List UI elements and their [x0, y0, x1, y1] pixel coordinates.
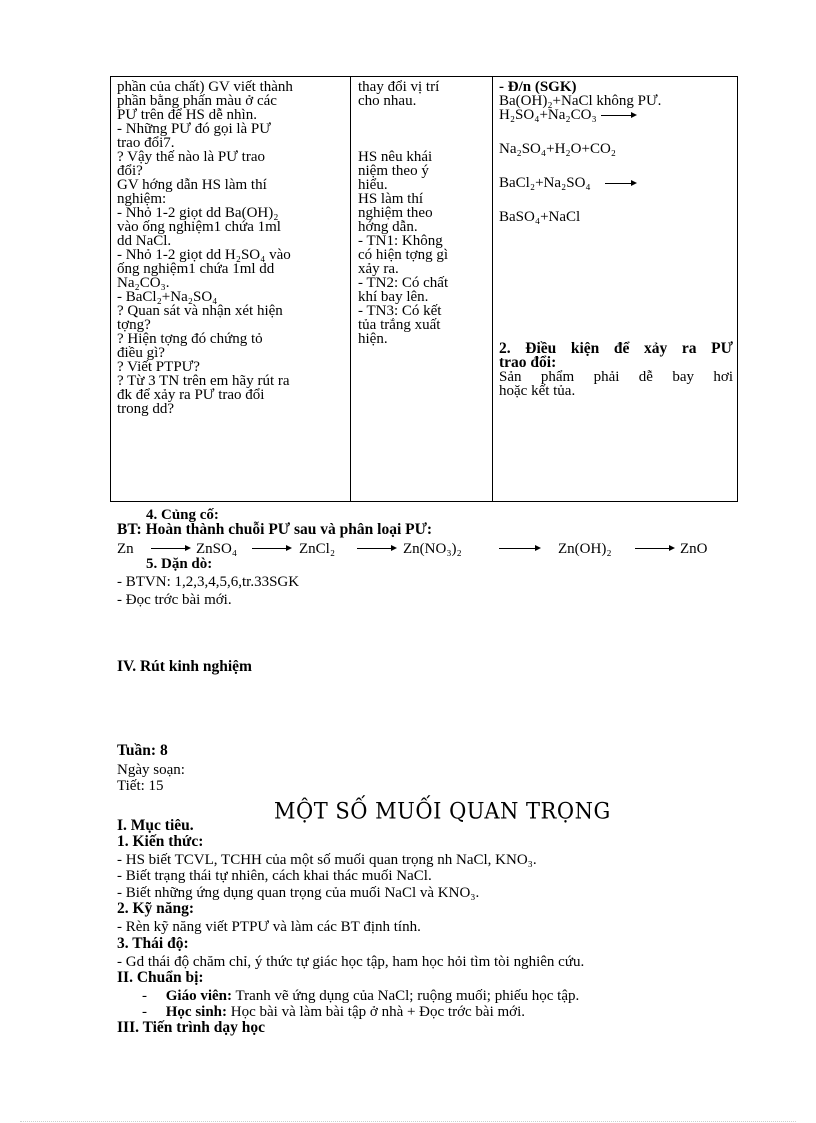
student-activity-line: cho nhau.	[358, 93, 417, 109]
chain-item-zn-no3-2: Zn(NO₃)₂	[403, 541, 462, 557]
teacher-prep-item	[142, 989, 579, 1003]
skills-item: - Rèn kỹ năng viết PTPƯ và làm các BT định tính.	[117, 919, 421, 935]
teacher-activity-line: ? Từ 3 TN trên em hãy rút ra	[117, 373, 290, 389]
teacher-prep-text: Tranh vẽ ứng dụng của NaCl; ruộng muối; phiếu học tập.	[232, 988, 580, 1004]
reaction-line-4: BaCl₂+Na₂SO₄	[499, 176, 733, 190]
condition-heading-cont: trao đổi:	[499, 354, 557, 371]
student-activity-line: có hiện tợng gì	[358, 247, 448, 263]
student-activity-line: - TN3: Có kết	[358, 303, 442, 319]
teacher-activity-line: đổi?	[117, 163, 143, 179]
teacher-activity-line: đk để xảy ra PƯ trao đổi	[117, 387, 265, 403]
reaction-line-3: Na₂SO₄+H₂O+CO₂	[499, 141, 617, 157]
student-activity-line: - TN1: Không	[358, 233, 443, 249]
student-activity-line: hiện.	[358, 331, 388, 347]
arrow-icon	[601, 115, 635, 116]
chain-item-zn: Zn	[117, 541, 134, 557]
knowledge-item: - HS biết TCVL, TCHH của một số muối quan trọng nh NaCl, KNO₃.	[117, 852, 537, 868]
student-activity-column	[351, 77, 493, 501]
chain-item-zno: ZnO	[680, 541, 708, 557]
student-activity-line: - TN2: Có chất	[358, 275, 449, 291]
teacher-activity-line: GV hớng dẫn HS làm thí	[117, 177, 267, 193]
arrow-icon	[357, 548, 395, 549]
teacher-activity-line: - BaCl₂+Na₂SO₄	[117, 289, 218, 305]
teacher-activity-line: - Nhỏ 1-2 giọt dd H₂SO₄ vào	[117, 247, 291, 263]
condition-text-cont: hoặc kết tủa.	[499, 383, 576, 399]
week-label: Tuần: 8	[117, 742, 168, 759]
teacher-activity-line: nghiệm:	[117, 191, 167, 207]
chain-item-zn-oh-2: Zn(OH)₂	[558, 541, 612, 557]
teacher-activity-line: dd NaCl.	[117, 233, 172, 249]
teacher-activity-column	[111, 77, 351, 501]
lesson-table	[110, 76, 738, 502]
student-activity-line: xảy ra.	[358, 261, 399, 277]
objectives-heading: I. Mục tiêu.	[117, 817, 194, 834]
bullet-dash: -	[142, 988, 166, 1004]
arrow-icon	[252, 548, 290, 549]
teacher-activity-line: PƯ trên để HS dễ nhìn.	[117, 107, 257, 123]
dan-do-heading: 5. Dặn dò:	[146, 556, 213, 572]
attitude-heading: 3. Thái độ:	[117, 935, 189, 952]
teacher-activity-line: ? Quan sát và nhận xét hiện	[117, 303, 283, 319]
teacher-activity-line: - Nhỏ 1-2 giọt dd Ba(OH)₂	[117, 205, 279, 221]
prepared-date-label: Ngày soạn:	[117, 762, 185, 778]
teacher-activity-line: trao đổi7.	[117, 135, 175, 151]
reaction-line-2: H₂SO₄+Na₂CO₃	[499, 108, 733, 122]
condition-heading: 2. Điều kiện để xảy ra PƯ	[499, 340, 733, 357]
teacher-activity-line: vào ống nghiệm1 chứa 1ml	[117, 219, 281, 235]
teacher-label: Giáo viên:	[165, 988, 232, 1004]
cung-co-heading: 4. Củng cố:	[146, 507, 219, 523]
arrow-icon	[499, 548, 539, 549]
student-activity-line: nghiệm theo	[358, 205, 433, 221]
knowledge-heading: 1. Kiến thức:	[117, 833, 204, 850]
reaction-line-1: Ba(OH)₂+NaCl không PƯ.	[499, 93, 662, 109]
knowledge-item: - Biết những ứng dụng quan trọng của muối NaCl và KNO₃.	[117, 885, 480, 901]
lesson-title: MỘT SỐ MUỐI QUAN TRỌNG	[274, 798, 611, 824]
teacher-activity-line: tợng?	[117, 317, 151, 333]
student-label: Học sinh:	[165, 1004, 228, 1020]
skills-heading: 2. Kỹ năng:	[117, 900, 195, 917]
homework-item: - BTVN: 1,2,3,4,5,6,tr.33SGK	[117, 574, 300, 590]
arrow-icon	[605, 183, 635, 184]
student-activity-line: HS nêu khái	[358, 149, 433, 165]
chain-item-znso4: ZnSO₄	[196, 541, 238, 557]
teacher-activity-line: điều gì?	[117, 345, 165, 361]
student-prep-item	[142, 1005, 525, 1019]
definition-heading: - Đ/n (SGK)	[499, 79, 577, 95]
process-heading: III. Tiến trình dạy học	[117, 1019, 266, 1036]
period-label: Tiết: 15	[117, 778, 164, 794]
student-activity-line: niệm theo ý	[358, 163, 429, 179]
student-activity-line: HS làm thí	[358, 191, 424, 207]
arrow-icon	[635, 548, 673, 549]
teacher-activity-line: phần bằng phấn màu ở các	[117, 93, 277, 109]
reaction-line-5: BaSO₄+NaCl	[499, 209, 581, 225]
exercise-text: BT: Hoàn thành chuỗi PƯ sau và phân loại PƯ:	[117, 521, 433, 538]
teacher-activity-line: ? Viết PTPƯ?	[117, 359, 200, 375]
student-prep-text: Học bài và làm bài tập ở nhà + Đọc trớc bài mới.	[227, 1004, 526, 1020]
arrow-icon	[151, 548, 189, 549]
content-column	[493, 77, 739, 501]
rut-kinh-nghiem-heading: IV. Rút kinh nghiệm	[117, 658, 252, 675]
student-activity-line: hớng dẫn.	[358, 219, 418, 235]
knowledge-item: - Biết trạng thái tự nhiên, cách khai thác muối NaCl.	[117, 868, 432, 884]
teacher-activity-line: ? Vậy thế nào là PƯ trao	[117, 149, 265, 165]
attitude-item: - Gd thái độ chăm chỉ, ý thức tự giác học tập, ham học hỏi tìm tòi nghiên cứu.	[117, 954, 585, 970]
preparation-heading: II. Chuẩn bị:	[117, 969, 204, 986]
teacher-activity-line: Na₂CO₃.	[117, 275, 170, 291]
student-activity-line: khí bay lên.	[358, 289, 429, 305]
read-ahead-item: - Đọc trớc bài mới.	[117, 592, 232, 608]
teacher-activity-line: trong dd?	[117, 401, 175, 417]
teacher-activity-line: phần của chất) GV viết thành	[117, 79, 293, 95]
condition-text: Sản phẩm phải dễ bay hơi	[499, 369, 733, 385]
teacher-activity-line: - Những PƯ đó gọi là PƯ	[117, 121, 271, 137]
chain-item-zncl2: ZnCl₂	[299, 541, 336, 557]
bullet-dash: -	[142, 1004, 166, 1020]
student-activity-line: hiểu.	[358, 177, 388, 193]
student-activity-line: tủa trắng xuất	[358, 317, 441, 333]
page-bottom-rule	[20, 1121, 796, 1122]
teacher-activity-line: ? Hiện tợng đó chứng tỏ	[117, 331, 263, 347]
teacher-activity-line: ống nghiệm1 chứa 1ml dd	[117, 261, 275, 277]
student-activity-line: thay đổi vị trí	[358, 79, 440, 95]
